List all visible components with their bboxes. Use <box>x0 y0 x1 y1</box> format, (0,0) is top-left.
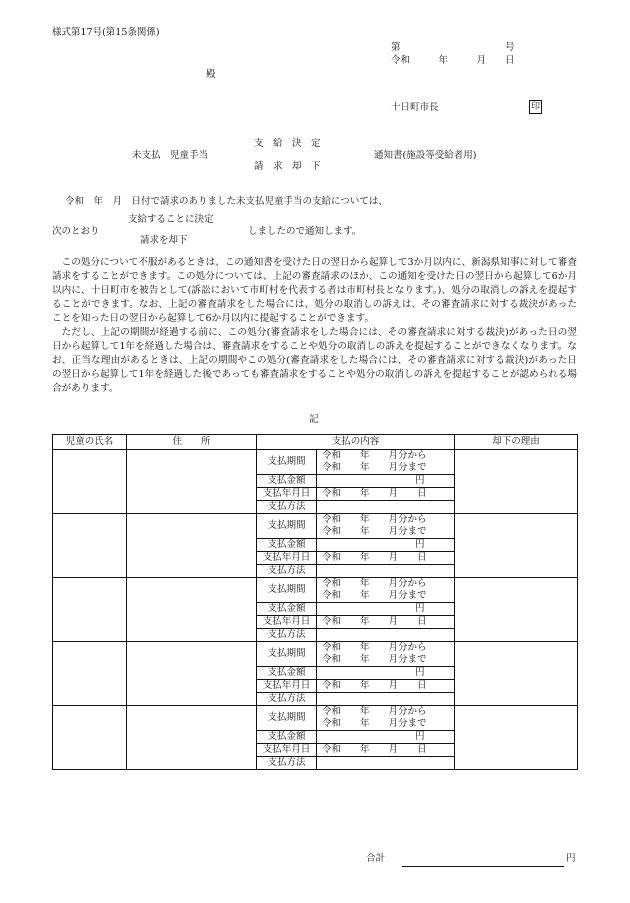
amount-label: 支払金額 <box>257 603 317 616</box>
body-line-2-prefix: 次のとおり <box>52 226 100 237</box>
child-name-cell[interactable] <box>53 642 127 706</box>
form-number: 様式第17号(第15条関係) <box>52 27 160 38</box>
table-row <box>53 514 578 539</box>
body-line-2-suffix: しましたので通知します。 <box>248 226 362 237</box>
period-label: 支払期間 <box>257 450 317 475</box>
table-row <box>53 642 578 667</box>
method-label: 支払方法 <box>257 565 317 578</box>
rejection-reason-cell[interactable] <box>455 642 578 706</box>
period-label: 支払期間 <box>257 706 317 731</box>
paydate-label: 支払年月日 <box>257 488 317 501</box>
header-child-name: 児童の氏名 <box>53 435 127 450</box>
child-name-cell[interactable] <box>53 450 127 514</box>
table-row <box>53 578 578 603</box>
amount-value[interactable]: 円 <box>317 475 455 488</box>
child-name-cell[interactable] <box>53 706 127 770</box>
total-unit: 円 <box>566 853 576 864</box>
paydate-value[interactable]: 令和 年 月 日 <box>317 552 455 565</box>
header-address: 住 所 <box>127 435 257 450</box>
method-label: 支払方法 <box>257 757 317 770</box>
amount-value[interactable]: 円 <box>317 539 455 552</box>
method-value[interactable] <box>317 565 455 578</box>
issuer-name: 十日町市長 <box>391 102 439 113</box>
title-suffix: 通知書(施設等受給者用) <box>374 150 477 161</box>
period-value[interactable]: 令和 年 月分から 令和 年 月分まで <box>317 450 455 475</box>
address-cell[interactable] <box>127 514 257 578</box>
addressee-suffix: 殿 <box>206 69 216 80</box>
method-value[interactable] <box>317 501 455 514</box>
period-value[interactable]: 令和 年 月分から 令和 年 月分まで <box>317 642 455 667</box>
amount-label: 支払金額 <box>257 731 317 744</box>
period-label: 支払期間 <box>257 514 317 539</box>
address-cell[interactable] <box>127 578 257 642</box>
table-row <box>53 450 578 475</box>
paydate-label: 支払年月日 <box>257 552 317 565</box>
period-value[interactable]: 令和 年 月分から 令和 年 月分まで <box>317 706 455 731</box>
document-number: 第 号 <box>391 42 515 53</box>
rejection-reason-cell[interactable] <box>455 450 578 514</box>
amount-value[interactable]: 円 <box>317 603 455 616</box>
period-value[interactable]: 令和 年 月分から 令和 年 月分まで <box>317 514 455 539</box>
issue-date: 令和 年 月 日 <box>391 55 515 66</box>
method-value[interactable] <box>317 693 455 706</box>
amount-value[interactable]: 円 <box>317 731 455 744</box>
payment-table <box>52 434 578 770</box>
method-value[interactable] <box>317 629 455 642</box>
total-label: 合計 <box>366 853 386 864</box>
appeal-paragraph-1: この処分について不服があるときは、この通知書を受けた日の翌日から起算して3か月以内に、新潟県知事に対して審査請求をすることができます。この処分については、上記の審査請求のほか、この通知を受けた日の翌日から起算して6か月以内に、十日町市を被告として(訴訟において市町村を代表する者は市町村長となります。)、処分の取消しの訴えを提起することができます。なお、上記の審査請求をした場合には、処分の取消しの訴えは、その審査請求に対する裁決があったことを知った日の翌日から起算して6か月以内に提起することができます。 <box>52 257 577 324</box>
ki-heading: 記 <box>309 414 319 425</box>
header-payment-details: 支払の内容 <box>257 435 455 450</box>
paydate-label: 支払年月日 <box>257 616 317 629</box>
period-label: 支払期間 <box>257 578 317 603</box>
rejection-reason-cell[interactable] <box>455 706 578 770</box>
method-value[interactable] <box>317 757 455 770</box>
address-cell[interactable] <box>127 450 257 514</box>
total-amount-field[interactable] <box>402 866 564 867</box>
table-row <box>53 706 578 731</box>
title-option-rejection: 請 求 却 下 <box>254 161 321 172</box>
child-name-cell[interactable] <box>53 514 127 578</box>
rejection-reason-cell[interactable] <box>455 578 578 642</box>
choice-approve: 支給することに決定 <box>128 214 214 225</box>
rejection-reason-cell[interactable] <box>455 514 578 578</box>
title-option-decision: 支 給 決 定 <box>254 138 321 149</box>
paydate-label: 支払年月日 <box>257 744 317 757</box>
table-header-row <box>53 435 578 450</box>
method-label: 支払方法 <box>257 501 317 514</box>
paydate-label: 支払年月日 <box>257 680 317 693</box>
paydate-value[interactable]: 令和 年 月 日 <box>317 488 455 501</box>
amount-label: 支払金額 <box>257 475 317 488</box>
method-label: 支払方法 <box>257 693 317 706</box>
body-line-1: 令和 年 月 日付で請求のありました未支払児童手当の支給については、 <box>65 196 388 207</box>
paydate-value[interactable]: 令和 年 月 日 <box>317 744 455 757</box>
child-name-cell[interactable] <box>53 578 127 642</box>
header-rejection-reason: 却下の理由 <box>455 435 578 450</box>
address-cell[interactable] <box>127 642 257 706</box>
period-label: 支払期間 <box>257 642 317 667</box>
paydate-value[interactable]: 令和 年 月 日 <box>317 680 455 693</box>
appeal-paragraph-2: ただし、上記の期間が経過する前に、この処分(審査請求をした場合には、その審査請求に対する裁決)があった日の翌日から起算して1年を経過した場合は、審査請求をすることや処分の取消しの訴えを提起することができなくなります。なお、正当な理由があるときは、上記の期間やこの処分(審査請求をした場合には、その審査請求に対する裁決)があった日の翌日から起算して1年を経過した後であっても審査請求をすることや処分の取消しの訴えを提起することが認められる場合があります。 <box>52 327 577 394</box>
period-value[interactable]: 令和 年 月分から 令和 年 月分まで <box>317 578 455 603</box>
seal-mark: 印 <box>531 102 541 112</box>
choice-reject: 請求を却下 <box>140 235 188 246</box>
method-label: 支払方法 <box>257 629 317 642</box>
amount-value[interactable]: 円 <box>317 667 455 680</box>
amount-label: 支払金額 <box>257 667 317 680</box>
title-prefix: 未支払 児童手当 <box>132 150 209 161</box>
address-cell[interactable] <box>127 706 257 770</box>
paydate-value[interactable]: 令和 年 月 日 <box>317 616 455 629</box>
amount-label: 支払金額 <box>257 539 317 552</box>
